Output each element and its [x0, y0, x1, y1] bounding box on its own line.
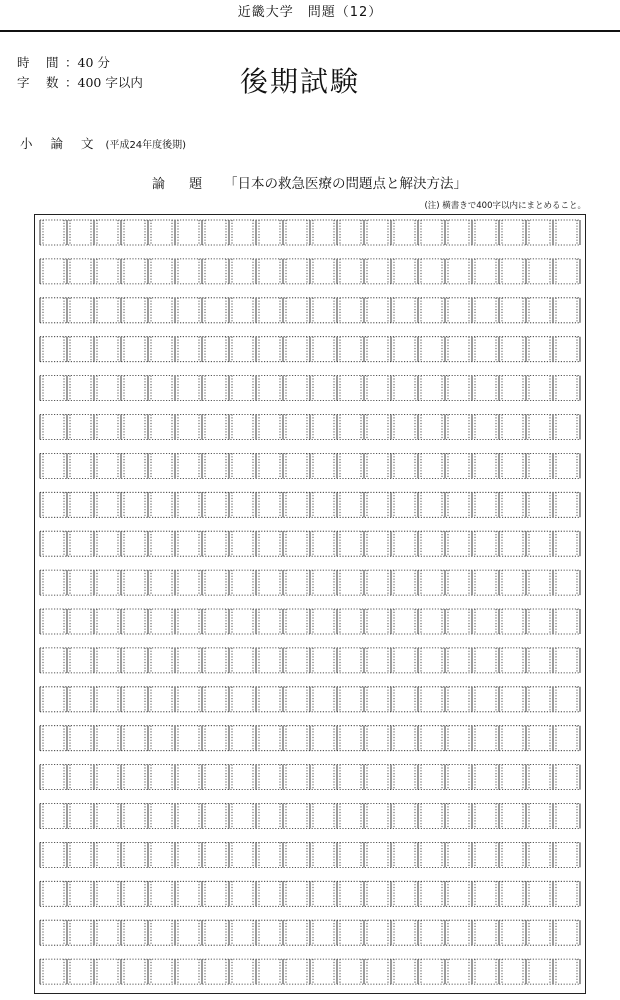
instruction-note: (注) 横書きで400字以内にまとめること。	[424, 201, 586, 211]
section-heading	[20, 133, 186, 152]
topic-label: 論 題	[152, 177, 213, 192]
running-header	[0, 0, 620, 32]
running-title: 近畿大学 問題（12）	[237, 5, 383, 20]
manuscript-grid[interactable]	[34, 214, 586, 994]
time-limit-row	[17, 53, 110, 71]
section-year: (平成24年度後期)	[105, 140, 187, 151]
chars-value: ：400 字以内	[65, 75, 143, 90]
char-limit-row	[17, 73, 143, 91]
time-value: ：40 分	[65, 55, 110, 70]
time-label: 時 間	[17, 55, 61, 70]
chars-label: 字 数	[17, 75, 61, 90]
exam-title: 後期試験	[240, 65, 361, 98]
section-label: 小 論 文	[20, 136, 101, 151]
topic-text: 「日本の救急医療の問題点と解決方法」	[224, 176, 467, 192]
topic-row	[152, 172, 467, 192]
manuscript-grid-lines	[35, 215, 585, 993]
